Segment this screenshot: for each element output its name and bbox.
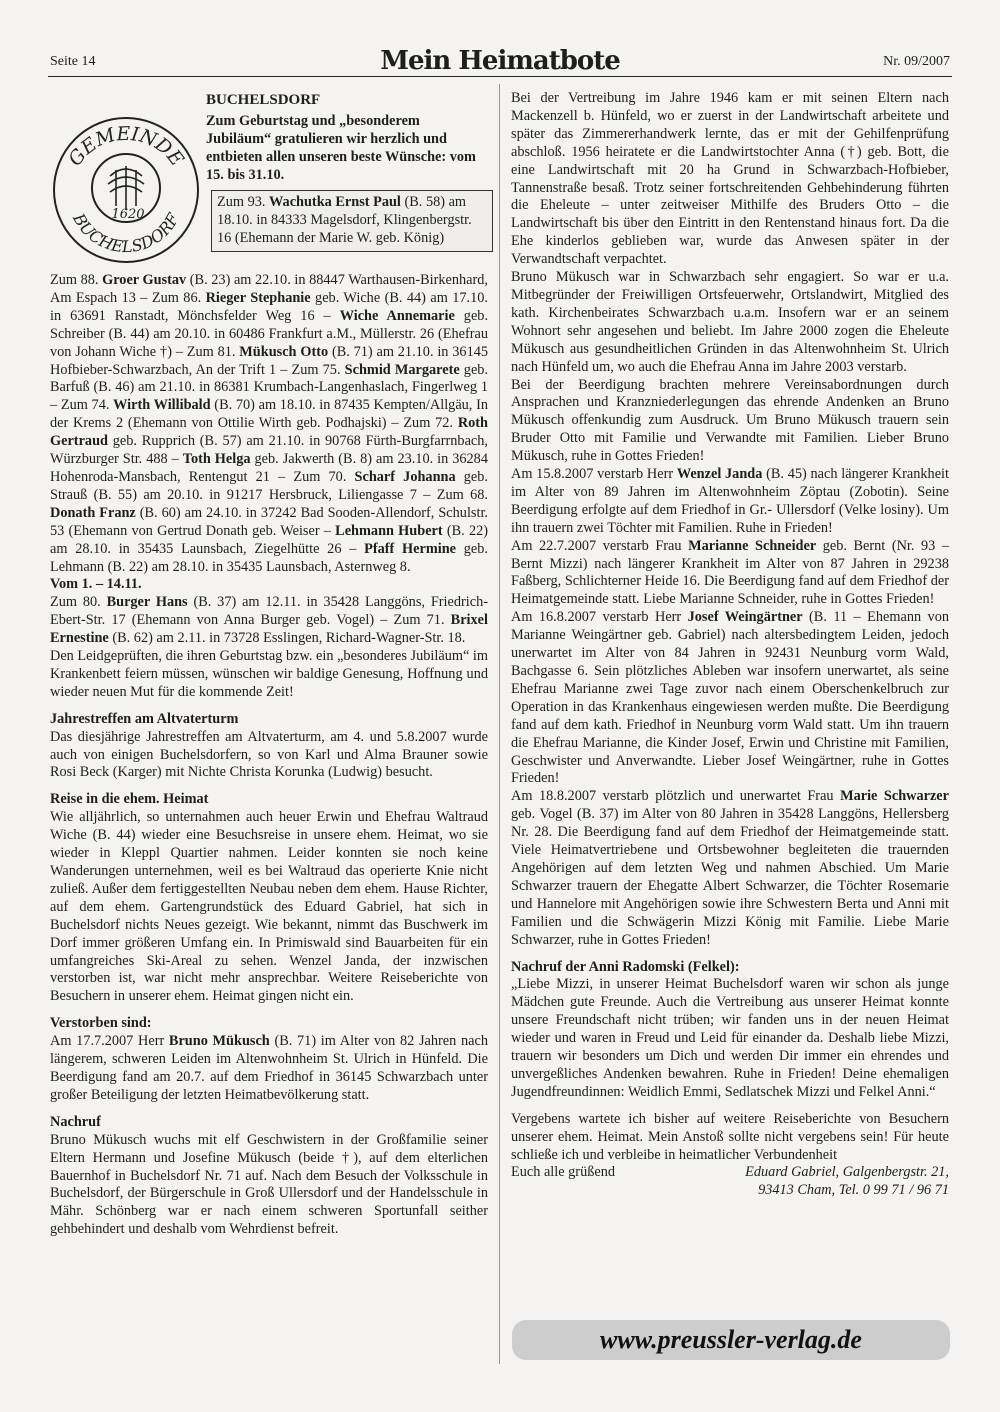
heading-reise: Reise in die ehem. Heimat <box>50 791 209 808</box>
anni-nachruf-text: „Liebe Mizzi, in unserer Heimat Buchelsdorf waren wir schon als junge Mädchen gute Freunde. Auch die Vertreibung aus unserer Heimat konnte unsere Freundschaft nicht trüben; wir fanden uns in der neuen Heimat wieder und waren in Freud und Leid für einander da. Deshalb liebe Mizzi, trauern wir besonders um Dich und werden Dir immer ein ehrendes und unvergeßliches Andenken bewahren. Ruhe in Frieden! Deine ehemaligen Jugendfreundinnen: Weidlich Emmi, Sedlatschek Mizzi und Felkel Anni.“ <box>511 976 949 1100</box>
text-run: Am 16.8.2007 verstarb Herr <box>511 609 688 626</box>
text-run: (B. 70) am 18.10. in 87435 Kempten/Allgäu, In der Krems 2 (Ehemann von Ottilie Wirth geb. Podhajski) – Zum 72. <box>50 397 488 432</box>
header-rule <box>48 76 952 77</box>
right-paragraph-2: Bruno Mükusch war in Schwarzbach sehr engagiert. So war er u.a. Mitbegründer der Freiwilligen Ortsfeuerwehr, Ortslandwirt, Mitglied des kath. Kirchenbeirates Schwarzbach u.a.m. Insofern war er an seinem Wohnort sehr angesehen und beliebt. Im Jahre 2000 zogen die Eheleute Mükusch aus gesundheitlichen Gründen in das Altenwohnheim St. Ulrich nach Hünfeld um, wo auch die Ehefrau Anna im Jahre 2003 verstarb. <box>511 269 949 375</box>
text-run: Am 22.7.2007 verstarb Frau <box>511 537 689 554</box>
box-pre: Zum 93. <box>217 194 266 210</box>
signature-block <box>511 1164 949 1182</box>
seal-year: 1620 <box>111 207 145 222</box>
text-run: geb. Lehmann (B. 22) am 28.10. in 35435 Launsbach, Asternweg 8. <box>50 540 488 575</box>
text-run: (B. 11 – Ehemann von Marianne Weingärtner geb. Gabriel) nach altersbedingtem Leiden, jedoch unerwartet im Alter von 84 Jahren in 92431 Neunburg vorm Wald, Bachgasse 6. Sein plötzliches Ableben war insofern unerwartet, als seine Ehefrau Marianne zwei Tage zuvor nach einem Oberschenkelbruch zur Operation in das Krankenhaus eingewiesen werden mußte. Die Beerdigung fand auf dem kath. Friedhof in Neunburg vorm Wald statt. Um ihn trauern die Ehefrau Marianne, die Kinder Josef, Erwin und Christine mit Familien, Geschwister und Anverwandte. Lieber Josef Weingärtner, ruhe in Gottes Frieden! <box>511 609 949 787</box>
text-run: (B. 23) am 22.10. in 88447 Warthausen-Birkenhard, Am Espach 13 – Zum 86. <box>50 272 488 306</box>
birthday-intro: Zum Geburtstag und „besonderem Jubiläum“ gratulieren wir herzlich und entbieten allen unseren beste Wünsche: vom 15. bis 31.10. <box>206 113 476 183</box>
person-name: Donath Franz <box>50 504 136 521</box>
sick-wishes: Den Leidgeprüften, die ihren Geburtstag bzw. ein „besonderes Jubiläum“ im Krankenbett feiern müssen, wünschen wir baldige Genesung, Hoffnung und wieder neuen Mut für die kommende Zeit! <box>50 648 488 700</box>
left-column <box>50 272 488 1239</box>
text-run: Zum 80. <box>50 594 107 611</box>
seal-bottom-text: BUCHELSDORF <box>69 210 183 257</box>
text-run: Am 18.8.2007 verstarb plötzlich und unerwartet Frau <box>511 788 841 805</box>
person-name: Burger Hans <box>106 594 188 611</box>
person-name: Roth Gertraud <box>50 415 488 450</box>
text-run: Am 17.7.2007 Herr <box>50 1033 169 1050</box>
text-run: (B. 45) nach längerer Krankheit im Alter von 89 Jahren im Altenwohnheim Zöptau (Zobotin). Seine Beerdigung erfolgte auf dem Friedhof in Gr.- Ullersdorf (Velke losiny). Um ihn trauern zwei Töchter mit Familien. Ruhe in Frieden! <box>511 466 949 536</box>
text-run: geb. Vogel (B. 37) im Alter von 80 Jahren in 35428 Langgöns, Hellersberg Nr. 28. Die Beerdigung fand auf dem Friedhof der Heimatgemeinde statt. Viele Heimatvertriebene und Ortsbewohner begleiteten die trauernden Angehörigen auf dem letzten Weg und nahmen Abschied. Um Marie Schwarzer trauern der Ehegatte Albert Schwarzer, die Töchter Rosemarie und Hannelore mit Angehörigen sowie ihre Schwestern Berta und Anni mit Familien und die Schwägerin Mizzi König mit Familie. Liebe Marie Schwarzer, ruhe in Gottes Frieden! <box>511 806 949 948</box>
verstorben-text <box>50 1033 488 1105</box>
range-november: Vom 1. – 14.11. <box>50 576 142 593</box>
text-run: geb. Barfuß (B. 46) am 21.10. in 86381 Krumbach-Langenhaslach, Fingerlweg 1 – Zum 74. <box>50 361 489 414</box>
birthday-list-november <box>50 594 488 648</box>
right-paragraph-1: Bei der Vertreibung im Jahre 1946 kam er mit seinen Eltern nach Mackenzell b. Hünfeld, wo er zuerst in der Landwirtschaft arbeitete und später das Zimmererhandwerk lernte, das er mit der Gehilfenprüfung abschloß. 1956 heiratete er die Landwirtstochter Anna (†) geb. Bott, die eine Landwirtschaft mit 20 ha Grund in Schwarzbach-Hofbieber, Tannenstraße besaß. Trotz seiner fortschreitenden Gehbehinderung führten die Eheleute – unter zeitweiser Mithilfe des Bruders Otto – die Landwirtschaft bis über den Eintritt in den Rentenstand hinaus fort. Da die Ehe kinderlos geblieben war, wurde das Anwesen später in der Verwandtschaft verpachtet. <box>511 90 949 268</box>
person-name: Lehmann Hubert <box>335 522 443 539</box>
text-run: (B. 71) im Alter von 82 Jahren nach längerem, schweren Leiden im Altenwohnheim St. Ulrich in Hünfeld. Die Beerdigung fand am 20.7. auf dem Friedhof in 36145 Schwarzbach unter großer Beteiligung der letzten Heimatbevölkerung statt. <box>50 1033 488 1103</box>
text-run: geb. Jakwerth (B. 8) am 23.10. in 36284 Hohenroda-Mansbach, Rentengut 21 – Zum 70. <box>50 451 488 485</box>
text-run: (B. 71) am 21.10. in 36145 Hofbieber-Schwarzbach, An der Trift 1 – Zum 75. <box>50 343 489 378</box>
obituary-schwarzer <box>511 788 949 949</box>
person-name: Pfaff Hermine <box>364 540 457 557</box>
signature-line-1: Eduard Gabriel, Galgenbergstr. 21, <box>745 1164 949 1181</box>
svg-text:GEMEINDE <box>64 123 188 171</box>
obituary-janda <box>511 466 949 538</box>
text-run: Zum 88. <box>50 272 103 288</box>
column-divider <box>499 84 500 1364</box>
person-name: Groer Gustav <box>102 272 187 288</box>
issue-number: Nr. 09/2007 <box>883 54 950 69</box>
box-name: Wachutka Ernst Paul <box>269 194 401 210</box>
reise-text: Wie alljährlich, so unternahmen auch heuer Erwin und Ehefrau Waltraud Wiche (B. 44) wieder eine Besuchsreise in unsere ehem. Heimat, wo sie wieder in Kleppl Quartier nahmen. Leider konnten sie noch keine Wanderungen unternehmen, weil es bei Waltraud das operierte Knie nicht zuließ. Außer dem fertiggestellten Neubau neben dem ehem. Hause Richter, auf dem ehem. Gartengrundstück des Eduard Gabriel, hat sich in Buchelsdorf nichts Neues gezeigt. Wie bekannt, nimmt das Buschwerk im Dorf immer größeren Umfang ein. In Primiswald sind Bauarbeiten für ein umfangreiches Ski-Areal zu sehen. Wenzel Janda, der inzwischen verstorben ist, war nicht mehr ansprechbar. Weitere Reiseberichte von Besuchern in unserer ehem. Heimat gingen nicht ein. <box>50 809 488 1005</box>
text-run: geb. Rupprich (B. 57) am 21.10. in 90768 Fürth-Burgfarrnbach, Würzburger Str. 488 – <box>50 433 488 468</box>
person-name: Josef Weingärtner <box>687 609 803 626</box>
person-name: Rieger Stephanie <box>205 289 311 306</box>
publisher-url[interactable]: www.preussler-verlag.de <box>600 1325 862 1354</box>
highlight-box <box>211 190 493 252</box>
heading-verstorben: Verstorben sind: <box>50 1015 152 1032</box>
right-column <box>511 90 949 1200</box>
person-name: Wiche Annemarie <box>339 307 455 324</box>
heading-nachruf: Nachruf <box>50 1113 101 1130</box>
nachruf-text: Bruno Mükusch wuchs mit elf Geschwistern in der Großfamilie seiner Eltern Hermann und Josefine Mükusch (beide †), auf dem elterlichen Bauernhof in Buchelsdorf Nr. 71 auf. Nach dem Besuch der Volksschule in Buchelsdorf, der Bürgerschule in Groß Ullersdorf und der Handelsschule in Mähr. Schönberg war er nach einem schweren Sportunfall seither gehbehindert und deshalb vom Wehrdienst befreit. <box>50 1131 488 1238</box>
box-post: (B. 58) am 18.10. in 84333 Magelsdorf, Klingenbergstr. 16 (Ehemann der Marie W. geb. König) <box>217 194 472 246</box>
person-name: Wenzel Janda <box>676 466 763 483</box>
text-run: (B. 22) am 28.10. in 35435 Launsbach, Ziegelhütte 26 – <box>50 522 489 557</box>
birthday-list-october <box>50 272 488 576</box>
person-name: Marianne Schneider <box>688 537 817 554</box>
publisher-url-banner <box>512 1320 950 1360</box>
seal-top-text: GEMEINDE <box>64 122 188 171</box>
person-name: Schmid Margarete <box>344 361 460 378</box>
text-run: (B. 60) am 24.10. in 37242 Bad Sooden-Allendorf, Schulstr. 53 (Ehemann von Gertrud Donath geb. Weiser – <box>50 504 488 539</box>
closing-text: Vergebens wartete ich bisher auf weitere Reiseberichte von Besuchern unserer ehem. Heimat. Mein Anstoß sollte nicht vergebens sein! Für heute schließe ich und verbleibe in heimatlicher Verbundenheit <box>511 1110 949 1163</box>
text-run: geb. Strauß (B. 55) am 20.10. in 91217 Hersbruck, Liliengasse 7 – Zum 68. <box>50 468 488 503</box>
page-number: Seite 14 <box>50 54 96 69</box>
obituary-schneider <box>511 538 949 610</box>
person-name: Scharf Johanna <box>354 468 456 485</box>
page-header <box>50 46 950 78</box>
heading-anni-nachruf: Nachruf der Anni Radomski (Felkel): <box>511 958 740 975</box>
person-name: Mükusch Otto <box>239 343 329 360</box>
greeting: Euch alle grüßend <box>511 1164 616 1181</box>
section-title: BUCHELSDORF <box>206 92 321 108</box>
person-name: Wirth Willibald <box>113 397 211 414</box>
masthead-title: Mein Heimatbote <box>380 46 620 76</box>
text-run: Am 15.8.2007 verstarb Herr <box>511 466 677 483</box>
text-run: geb. Wiche (B. 44) am 17.10. in 63691 Ranstadt, Mönchsfelder Weg 16 – <box>50 289 488 324</box>
obituary-weingaertner <box>511 609 949 788</box>
person-name: Brixel Ernestine <box>50 612 488 647</box>
right-paragraph-3: Bei der Beerdigung brachten mehrere Vereinsabordnungen durch Ansprachen und Kranzniederlegungen das ehrende Andenken an Bruno Mükusch offenkundig zum Ausdruck. Um Bruno Mükusch trauern sein Bruder Otto mit Familie und Verwandte mit Familien. Lieber Bruno Mükusch, ruhe in Gottes Frieden! <box>511 376 949 465</box>
person-name: Marie Schwarzer <box>840 788 950 805</box>
text-run: (B. 37) am 12.11. in 35428 Langgöns, Friedrich-Ebert-Str. 17 (Ehemann von Anna Burger geb. Vogel) – Zum 71. <box>50 594 488 629</box>
text-run: (B. 62) am 2.11. in 73728 Esslingen, Richard-Wagner-Str. 18. <box>108 630 466 647</box>
heading-jahrestreffen: Jahrestreffen am Altvaterturm <box>50 710 239 727</box>
signature-line-2: 93413 Cham, Tel. 0 99 71 / 96 71 <box>758 1182 949 1199</box>
person-name: Bruno Mükusch <box>168 1033 270 1050</box>
jahrestreffen-text: Das diesjährige Jahrestreffen am Altvaterturm, am 4. und 5.8.2007 wurde auch von einigen Buchelsdorfern, so von Karl und Alma Brauner sowie Rosi Beck (Karger) mit Nichte Christa Korunka (Ludwig) besucht. <box>50 728 488 781</box>
text-run: geb. Schreiber (B. 44) am 20.10. in 60486 Frankfurt a.M., Müllerstr. 26 (Ehefrau von Johann Wiche †) – Zum 81. <box>50 307 489 360</box>
person-name: Toth Helga <box>182 451 251 468</box>
text-run: geb. Bernt (Nr. 93 – Bernt Mizzi) nach längerer Krankheit im Alter von 87 Jahren in 29238 Faßberg, Schlichterner Heide 16. Die Beerdigung fand auf dem Friedhof der Heimatgemeinde statt. Liebe Marianne Schneider, ruhe in Gottes Frieden! <box>511 537 950 608</box>
municipal-seal-stamp <box>50 114 202 266</box>
